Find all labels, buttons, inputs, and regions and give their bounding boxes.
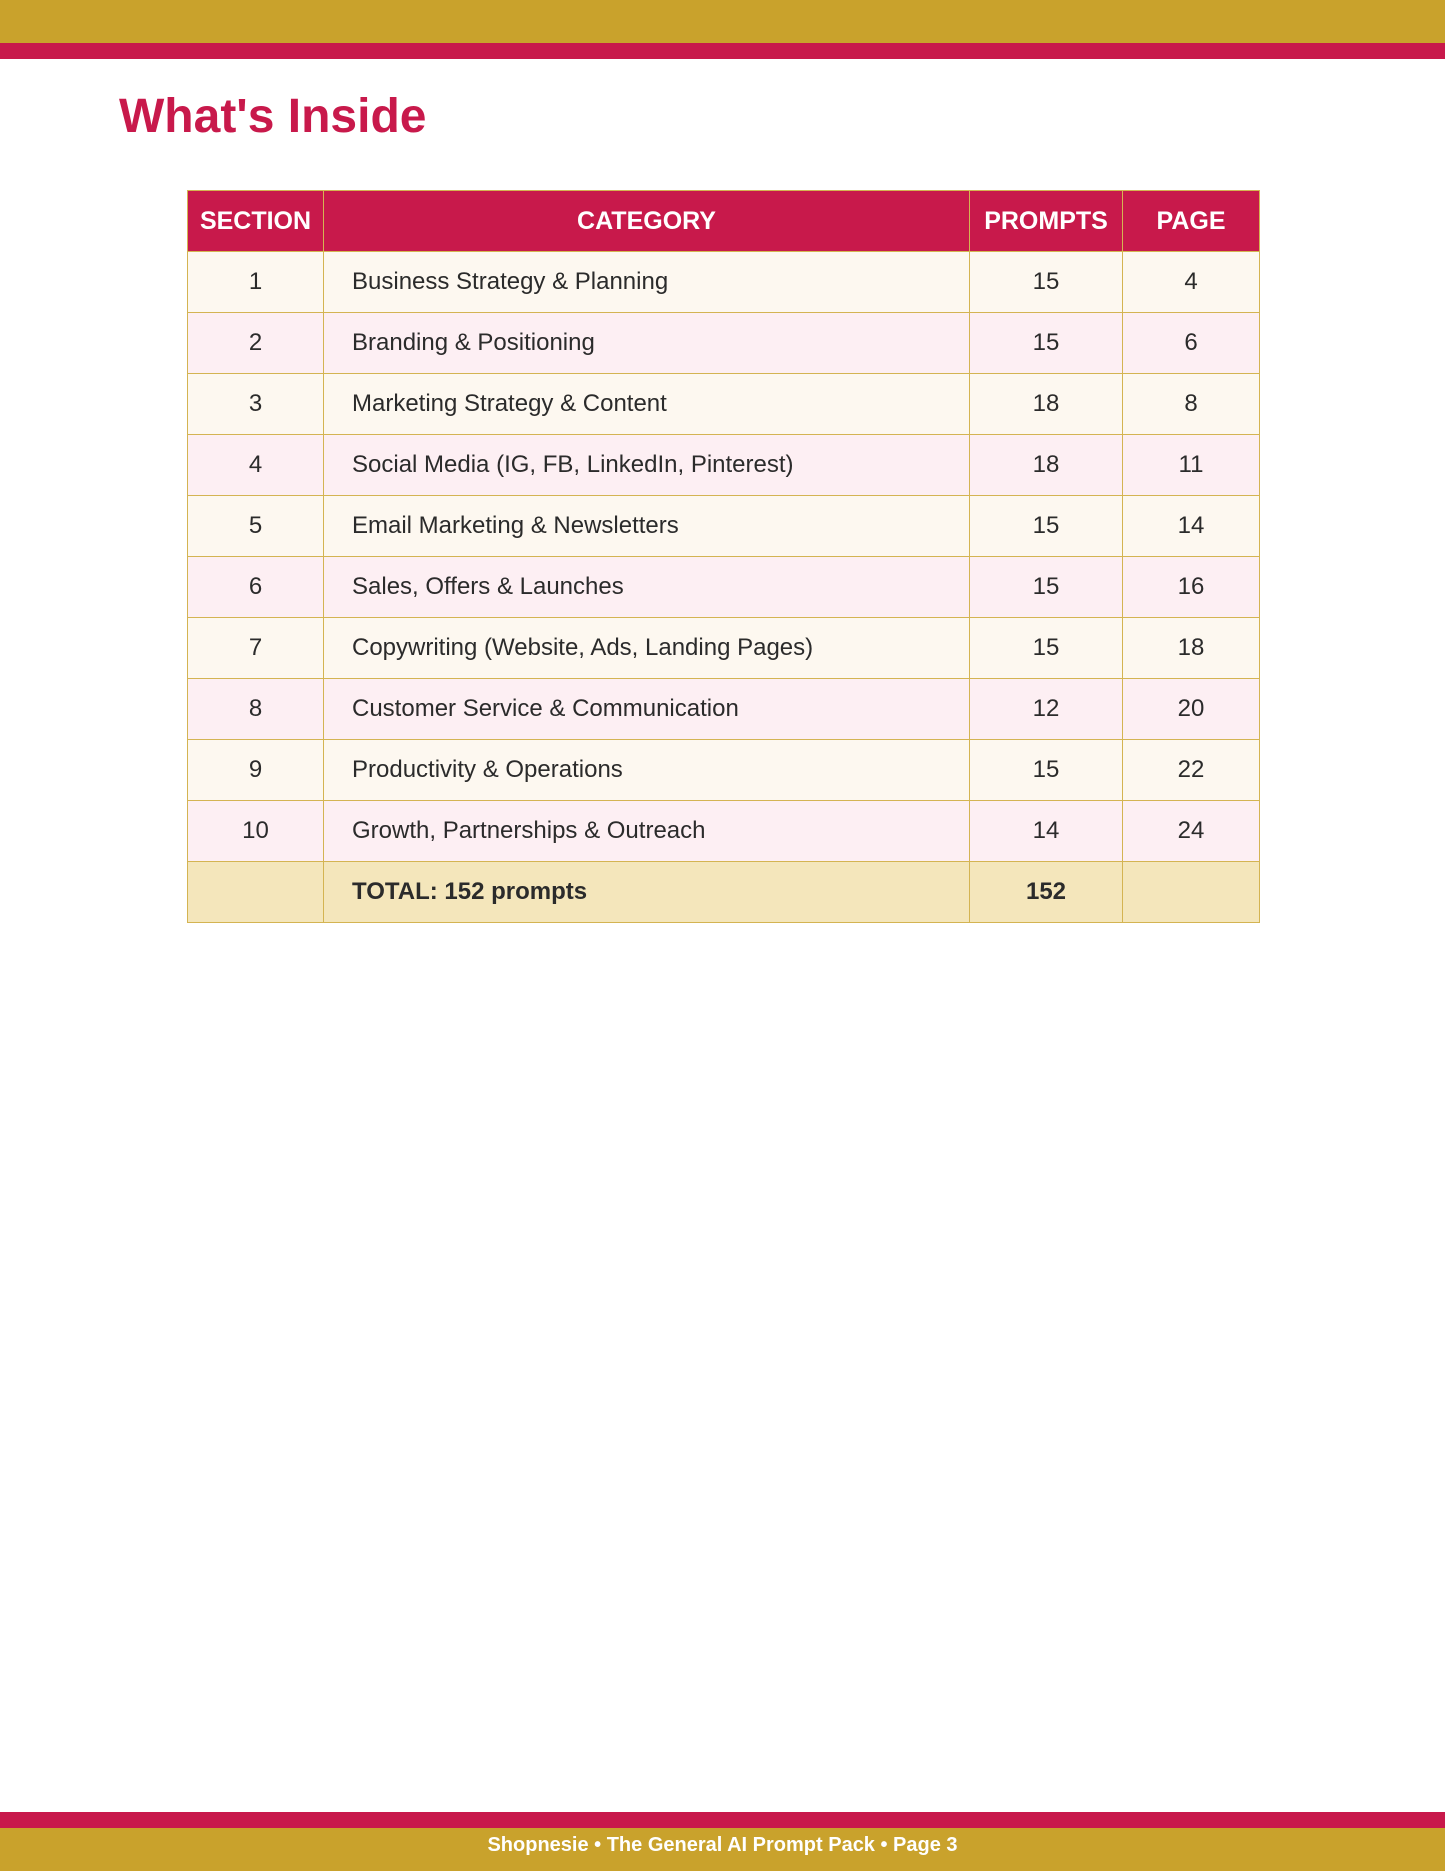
table-row <box>188 557 1260 618</box>
prompt-count: 18 <box>970 435 1123 496</box>
header-page: PAGE <box>1123 191 1260 252</box>
table-row <box>188 679 1260 740</box>
section-number: 6 <box>188 557 324 618</box>
total-label: TOTAL: 152 prompts <box>324 862 970 923</box>
footer-crimson-stripe <box>0 1812 1445 1828</box>
prompt-count: 15 <box>970 740 1123 801</box>
table-row <box>188 740 1260 801</box>
category-name: Growth, Partnerships & Outreach <box>324 801 970 862</box>
total-row <box>188 862 1260 923</box>
page-number: 8 <box>1123 374 1260 435</box>
section-number: 10 <box>188 801 324 862</box>
section-number: 7 <box>188 618 324 679</box>
section-number: 8 <box>188 679 324 740</box>
page-number: 6 <box>1123 313 1260 374</box>
header-gold-band <box>0 0 1445 43</box>
section-number: 4 <box>188 435 324 496</box>
prompt-count: 14 <box>970 801 1123 862</box>
section-number: 5 <box>188 496 324 557</box>
page-title: What's Inside <box>119 90 427 143</box>
category-name: Branding & Positioning <box>324 313 970 374</box>
page-number: 20 <box>1123 679 1260 740</box>
total-prompt-count: 152 <box>970 862 1123 923</box>
header-prompts: PROMPTS <box>970 191 1123 252</box>
page-number: 14 <box>1123 496 1260 557</box>
category-name: Customer Service & Communication <box>324 679 970 740</box>
total-page-empty <box>1123 862 1260 923</box>
table-row <box>188 618 1260 679</box>
prompt-count: 15 <box>970 496 1123 557</box>
category-name: Marketing Strategy & Content <box>324 374 970 435</box>
page-number: 11 <box>1123 435 1260 496</box>
prompt-count: 15 <box>970 252 1123 313</box>
contents-table <box>187 190 1260 923</box>
page-number: 18 <box>1123 618 1260 679</box>
category-name: Business Strategy & Planning <box>324 252 970 313</box>
table-row <box>188 374 1260 435</box>
header-section: SECTION <box>188 191 324 252</box>
page-number: 16 <box>1123 557 1260 618</box>
page-number: 22 <box>1123 740 1260 801</box>
prompt-count: 15 <box>970 313 1123 374</box>
page-number: 4 <box>1123 252 1260 313</box>
table-row <box>188 435 1260 496</box>
section-number: 2 <box>188 313 324 374</box>
prompt-count: 12 <box>970 679 1123 740</box>
table-header-row <box>188 191 1260 252</box>
prompt-count: 15 <box>970 618 1123 679</box>
table-row <box>188 252 1260 313</box>
total-section-empty <box>188 862 324 923</box>
header-category: CATEGORY <box>324 191 970 252</box>
footer-text: Shopnesie • The General AI Prompt Pack • Page 3 <box>487 1834 958 1856</box>
prompt-count: 15 <box>970 557 1123 618</box>
category-name: Social Media (IG, FB, LinkedIn, Pinterest) <box>324 435 970 496</box>
header-crimson-stripe <box>0 43 1445 59</box>
category-name: Productivity & Operations <box>324 740 970 801</box>
category-name: Copywriting (Website, Ads, Landing Pages) <box>324 618 970 679</box>
category-name: Sales, Offers & Launches <box>324 557 970 618</box>
page-number: 24 <box>1123 801 1260 862</box>
section-number: 3 <box>188 374 324 435</box>
prompt-count: 18 <box>970 374 1123 435</box>
table-row <box>188 313 1260 374</box>
table-row <box>188 801 1260 862</box>
category-name: Email Marketing & Newsletters <box>324 496 970 557</box>
table-row <box>188 496 1260 557</box>
section-number: 9 <box>188 740 324 801</box>
section-number: 1 <box>188 252 324 313</box>
